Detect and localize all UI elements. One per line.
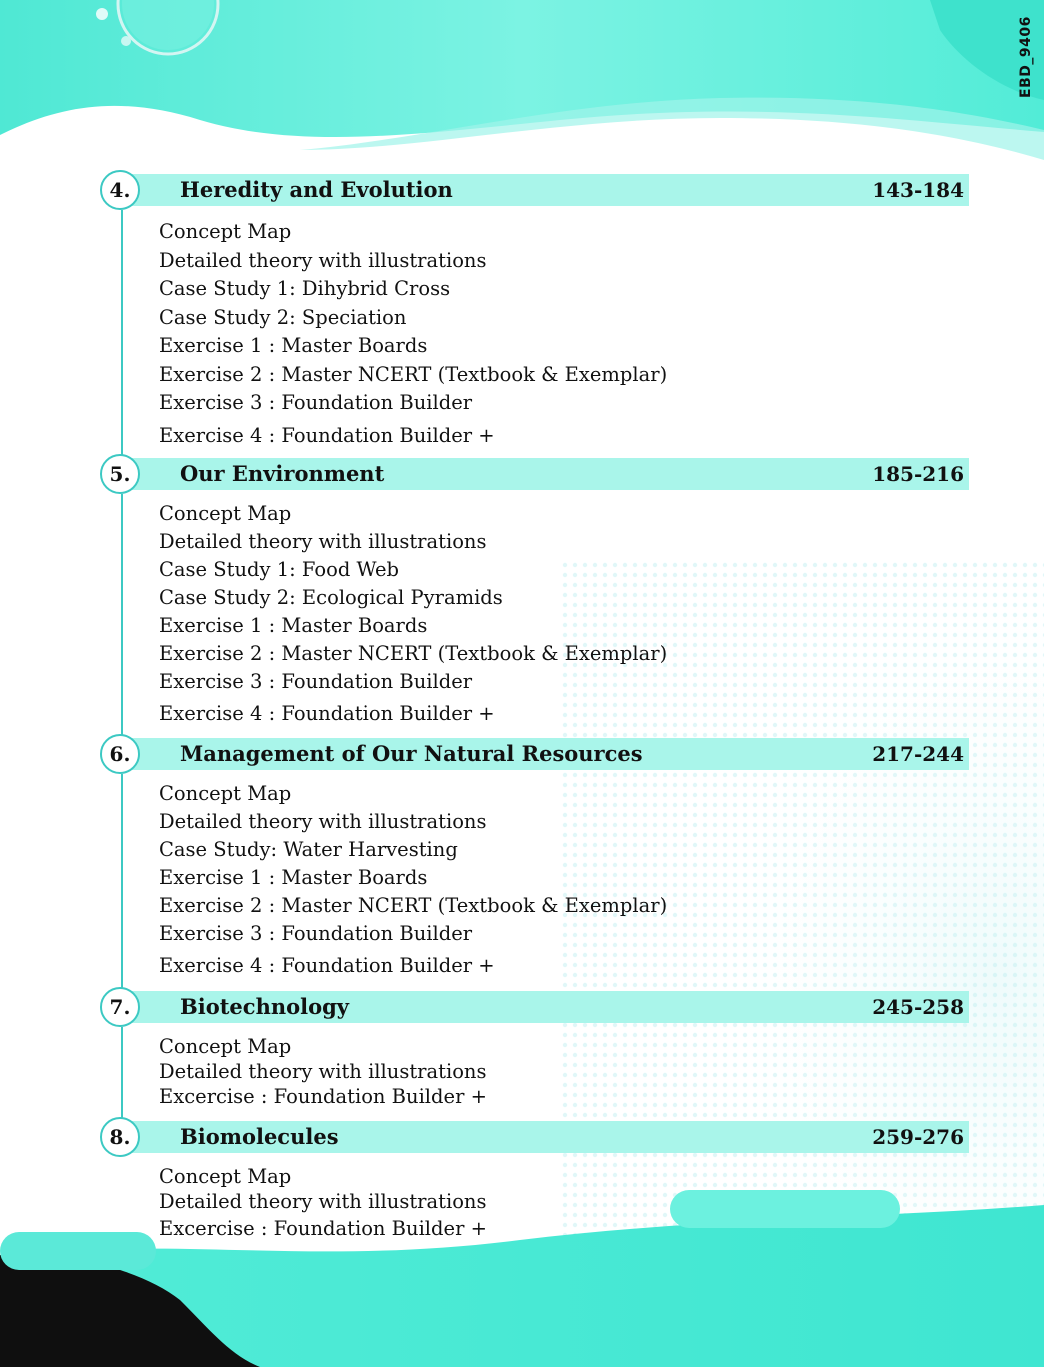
list-item[interactable]: Excercise : Foundation Builder + [159,1085,487,1108]
chapter-contents-list [159,780,667,980]
list-item[interactable]: Exercise 3 : Foundation Builder [159,922,473,945]
list-item[interactable]: Exercise 4 : Foundation Builder + [159,954,495,977]
chapter-contents-list [159,1034,487,1109]
chapter-contents-list [159,218,667,450]
chapter-page-range: 185-216 [872,462,964,486]
chapter-number: 6. [100,734,140,774]
list-item[interactable]: Exercise 1 : Master Boards [159,334,428,357]
list-item[interactable]: Exercise 4 : Foundation Builder + [159,423,495,447]
list-item[interactable]: Detailed theory with illustrations [159,248,487,272]
page-code: EBD_9406 [1018,16,1034,98]
chapter-page-range: 245-258 [872,995,964,1019]
chapter-title[interactable]: Biotechnology [180,994,349,1019]
timeline-line [121,494,123,744]
list-item[interactable]: Detailed theory with illustrations [159,1190,487,1213]
chapter-title[interactable]: Our Environment [180,461,385,486]
chapter-page-range: 259-276 [872,1125,964,1149]
list-item[interactable]: Detailed theory with illustrations [159,1060,487,1083]
list-item[interactable]: Concept Map [159,782,292,805]
chapter-title[interactable]: Biomolecules [180,1124,339,1149]
timeline-line [121,774,123,1000]
list-item[interactable]: Exercise 4 : Foundation Builder + [159,702,495,725]
list-item[interactable]: Exercise 2 : Master NCERT (Textbook & Exemplar) [159,894,668,917]
chapter-title[interactable]: Management of Our Natural Resources [180,741,643,766]
list-item[interactable]: Concept Map [159,1035,292,1058]
chapter-page-range: 143-184 [872,178,964,202]
list-item[interactable]: Concept Map [159,1165,292,1188]
chapter-number: 8. [100,1117,140,1157]
list-item[interactable]: Excercise : Foundation Builder + [159,1217,487,1240]
chapter-number: 7. [100,987,140,1027]
list-item[interactable]: Exercise 3 : Foundation Builder [159,670,473,693]
list-item[interactable]: Case Study 2: Ecological Pyramids [159,586,503,609]
chapter-contents-list [159,500,667,728]
list-item[interactable]: Detailed theory with illustrations [159,530,487,553]
list-item[interactable]: Case Study: Water Harvesting [159,838,458,861]
list-item[interactable]: Concept Map [159,502,292,525]
timeline-line [121,1027,123,1123]
list-item[interactable]: Case Study 2: Speciation [159,305,407,329]
chapter-number: 4. [100,170,140,210]
chapter-number: 5. [100,454,140,494]
chapter-title[interactable]: Heredity and Evolution [180,177,453,202]
list-item[interactable]: Exercise 2 : Master NCERT (Textbook & Exemplar) [159,642,668,665]
chapter-page-range: 217-244 [872,742,964,766]
list-item[interactable]: Case Study 1: Dihybrid Cross [159,277,451,300]
list-item[interactable]: Concept Map [159,220,292,243]
list-item[interactable]: Exercise 1 : Master Boards [159,614,428,637]
list-item[interactable]: Case Study 1: Food Web [159,558,400,581]
list-item[interactable]: Detailed theory with illustrations [159,810,487,833]
list-item[interactable]: Exercise 3 : Foundation Builder [159,391,473,414]
list-item[interactable]: Exercise 1 : Master Boards [159,866,428,889]
list-item[interactable]: Exercise 2 : Master NCERT (Textbook & Exemplar) [159,362,668,386]
timeline-line [121,210,123,464]
chapter-contents-list [159,1164,487,1243]
